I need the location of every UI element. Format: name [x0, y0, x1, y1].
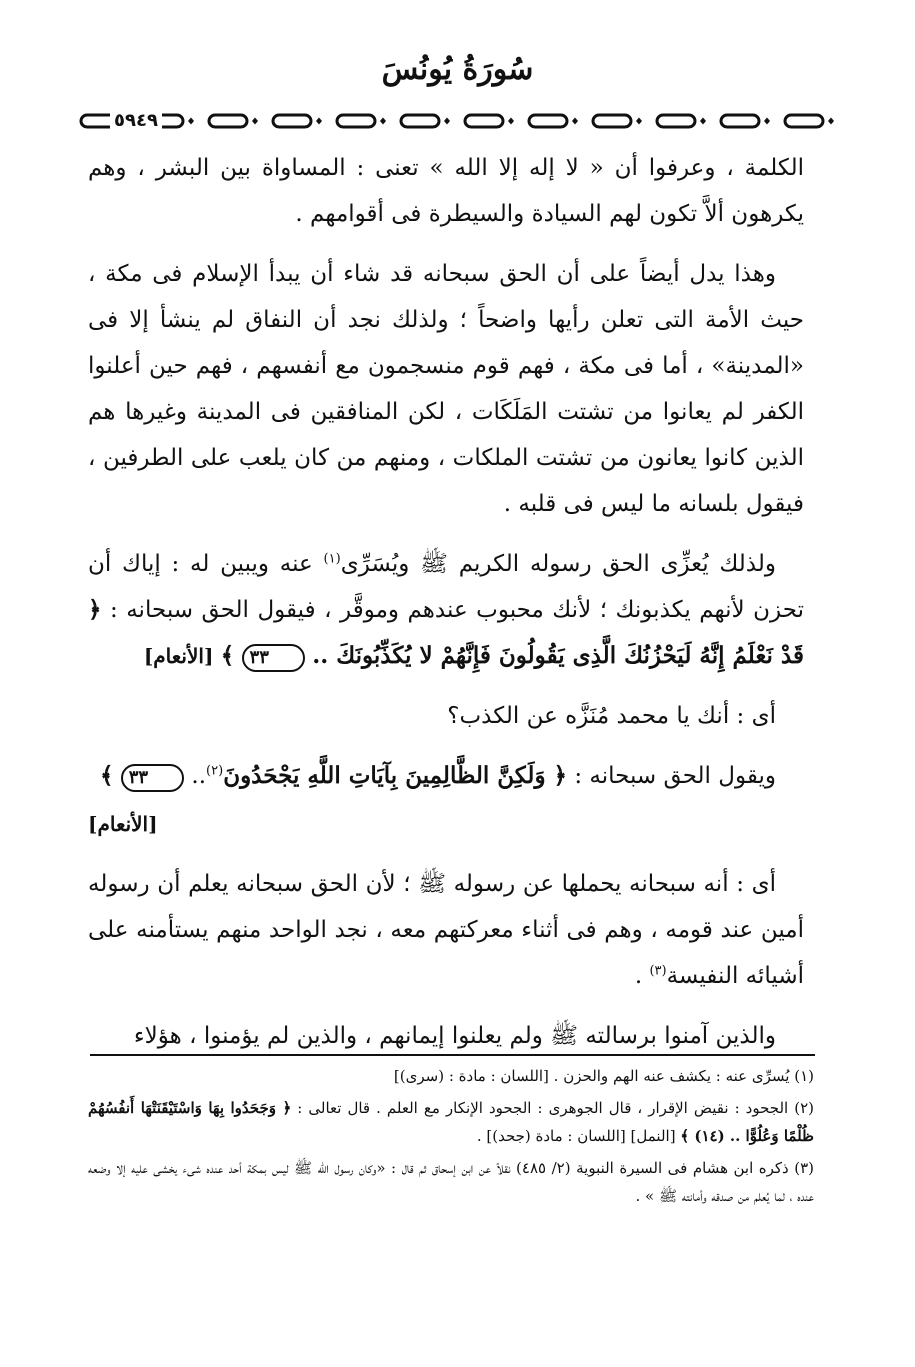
paragraph-3-rest: عنه ويبين له : إياك أن تحزن لأنهم يكذبونك ؛ لأنك محبوب عندهم وموقَّر ، فيقول الحق سبحانه :: [88, 551, 804, 623]
ornament-link-icon: [526, 110, 578, 132]
main-text: [88, 145, 804, 1073]
ornament-link-icon: [334, 110, 386, 132]
verse-close-bracket-1: ﴾: [220, 642, 235, 669]
ornament-border: [78, 108, 834, 134]
ornament-link-icon: [206, 110, 258, 132]
paragraph-7: والذين آمنوا برسالته ﷺ ولم يعلنوا إيمانهم ، والذين لم يؤمنوا ، هؤلاء: [133, 1023, 776, 1049]
paragraph-6: [88, 861, 804, 999]
paragraph-6-end: .: [634, 963, 643, 989]
paragraph-5: [88, 753, 804, 799]
paragraph-5-intro: ويقول الحق سبحانه :: [574, 763, 776, 789]
paragraph-1: الكلمة ، وعرفوا أن « لا إله إلا الله » تعنى : المساواة بين البشر ، وهم يكرهون ألاَّ تكون لهم السيادة والسيطرة فى أقوامهم .: [88, 155, 804, 227]
ornament-link-icon: [270, 110, 322, 132]
surah-reference-2-line: [88, 801, 804, 847]
footnotes-section: [88, 1062, 814, 1214]
paragraph-2: وهذا يدل أيضاً على أن الحق سبحانه قد شاء أن يبدأ الإسلام فى مكة ، حيث الأمة التى تعلن رأيها واضحاً ؛ ولذلك نجد أن النفاق لم ينشأ إلا فى «المدينة» ، أما فى مكة ، فهم قوم منسجمون مع أنفسهم ، فهم حين أعلنوا الكفر لم يعانوا من تشتت المَلَكَات ، لكن المنافقين فى المدينة وغيرها هم الذين كانوا يعانون من تشتت الملكات ، ومنهم من كان يلعب على الطرفين ، فيقول بلسانه ما ليس فى قلبه .: [88, 261, 804, 517]
footnote-3: (٣) ذكره ابن هشام فى السيرة النبوية (٢/ ٤٨٥) نقلاً عن ابن إسحاق ثم قال : «وكان رسول الله ﷺ ليس بمكة أحد عنده شىء يخشى عليه إلا وضعه عنده ، لما يُعلم من صدقه وأمانته ﷺ » .: [88, 1159, 815, 1205]
ornament-link-icon: [398, 110, 450, 132]
footnote-marker-1[interactable]: (١): [323, 551, 341, 567]
verse-number-1: ٣٣: [242, 644, 305, 672]
ornament-link-icon: [718, 110, 770, 132]
ornament-link-icon: [654, 110, 706, 132]
footnote-2-verse: ﴿ وَجَحَدُوا بِهَا وَاسْتَيْقَنَتْهَا أَنفُسُهُمْ ظُلْمًا وَعُلُوًّا .. (١٤) ﴾: [88, 1099, 814, 1145]
paragraph-6-text: أى : أنه سبحانه يحملها عن رسوله ﷺ ؛ لأن الحق سبحانه يعلم أن رسوله أمين عند قومه ، وهم فى أثناء معركتهم معه ، نجد الواحد منهم يستأمنه على أشيائه النفيسة: [88, 871, 804, 989]
surah-reference-1: [الأنعام]: [143, 644, 214, 668]
verse-number-2: ٣٣: [121, 764, 184, 792]
footnote-2-text: (٢) الجحود : نقيض الإقرار ، قال الجوهرى : الجحود الإنكار مع العلم . قال تعالى :: [297, 1099, 814, 1117]
quran-verse-2: ﴿ وَلَكِنَّ الظَّالِمِينَ بِآيَاتِ اللَّهِ يَجْحَدُونَ: [223, 762, 568, 789]
footnote-marker-3[interactable]: (٣): [649, 963, 667, 979]
ornament-link-icon: [590, 110, 642, 132]
footnote-divider: [90, 1054, 815, 1056]
paragraph-4: أى : أنك يا محمد مُنَزَّه عن الكذب؟: [447, 703, 776, 729]
ornament-link-icon: [782, 110, 834, 132]
footnote-marker-2[interactable]: (٢): [206, 763, 224, 779]
verse-dots-2: ..: [191, 763, 207, 789]
footnote-1: (١) يُسرِّى عنه : يكشف عنه الهم والحزن . [اللسان : مادة : (سرى)]: [393, 1067, 814, 1085]
footnote-2-ref: [النمل] [اللسان : مادة (جحد)] .: [476, 1127, 676, 1145]
surah-title: سُورَةُ يُونُسَ: [381, 52, 534, 87]
quran-verse-1: ﴿ قَدْ نَعْلَمُ إِنَّهُ لَيَحْزُنُكَ الَّذِى يَقُولُونَ فَإِنَّهُمْ لا يُكَذِّبُونَكَ ..: [88, 596, 804, 669]
footnote-2: [88, 1094, 814, 1150]
paragraph-3-start: ولذلك يُعزِّى الحق رسوله الكريم ﷺ ويُسَرِّى: [340, 551, 776, 577]
verse-close-bracket-2: ﴾: [99, 762, 114, 789]
paragraph-3: [88, 541, 804, 679]
page-number: ٥٩٤٩: [110, 108, 162, 134]
ornament-link-icon: [462, 110, 514, 132]
surah-reference-2: [الأنعام]: [88, 812, 158, 836]
